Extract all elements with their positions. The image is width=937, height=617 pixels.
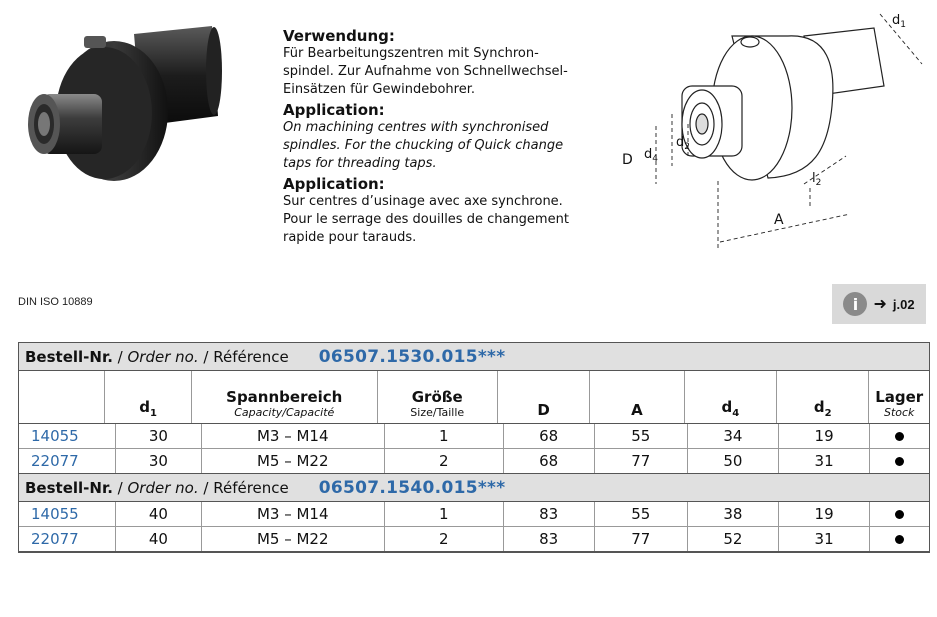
- header-d2: $d_2$: [776, 371, 868, 423]
- text-de: Für Bearbeitungszentren mit Synchron- spindel. Zur Aufnahme von Schnellwechsel- Einsätzen für Gewindebohrer.: [283, 46, 568, 97]
- cell-A: 77: [594, 449, 687, 473]
- order-label-de: Bestell-Nr.: [25, 478, 113, 497]
- cell-size: 1: [384, 502, 503, 526]
- order-number[interactable]: 06507.1530.015***: [318, 346, 506, 367]
- header-capacity: Spannbereich Capacity/Capacité: [191, 371, 377, 423]
- cell-d1: 40: [115, 527, 200, 551]
- technical-drawing: [592, 6, 928, 252]
- drawing-body: [682, 28, 884, 180]
- cell-D: 83: [503, 502, 594, 526]
- cell-d2: 19: [778, 502, 869, 526]
- cell-D: 68: [503, 424, 594, 448]
- cell-capacity: M3 – M14: [201, 424, 384, 448]
- product-photo: [14, 16, 246, 192]
- order-label-fr: Référence: [213, 478, 289, 497]
- cell-A: 77: [594, 527, 687, 551]
- order-number[interactable]: 06507.1540.015***: [318, 477, 506, 498]
- info-reference: j.02: [892, 296, 915, 312]
- table-header: [19, 371, 929, 424]
- order-label-en: Order no.: [127, 347, 199, 366]
- cell-d4: 38: [687, 502, 778, 526]
- heading-en: Application:: [283, 101, 385, 119]
- heading-de: Verwendung:: [283, 27, 395, 45]
- description: [283, 28, 603, 250]
- cell-size: 2: [384, 449, 503, 473]
- header-d4: $d_4$: [684, 371, 776, 423]
- stock-dot-icon: [869, 502, 929, 526]
- label-l2: $l_2$: [812, 171, 822, 188]
- cell-d1: 30: [115, 424, 200, 448]
- order-label-en: Order no.: [127, 478, 199, 497]
- header-code: [19, 371, 104, 423]
- cell-A: 55: [594, 424, 687, 448]
- table-row: [19, 424, 929, 449]
- heading-fr: Application:: [283, 175, 385, 193]
- label-d1: $d_1$: [892, 13, 906, 30]
- order-label-fr: Référence: [213, 347, 289, 366]
- info-icon: i: [843, 292, 867, 316]
- header-stock: Lager Stock: [868, 371, 929, 423]
- cell-A: 55: [594, 502, 687, 526]
- product-table: [18, 342, 930, 553]
- stock-dot-icon: [869, 449, 929, 473]
- label-A: A: [774, 212, 784, 228]
- table-row: [19, 527, 929, 552]
- text-en: On machining centres with synchronised spindles. For the chucking of Quick change taps for threading taps.: [283, 120, 564, 171]
- cell-d2: 31: [778, 449, 869, 473]
- article-code[interactable]: 14055: [31, 427, 79, 445]
- label-D: D: [622, 152, 633, 168]
- info-reference-button[interactable]: [832, 284, 926, 324]
- header-size: Größe Size/Taille: [377, 371, 497, 423]
- header-D: D: [497, 371, 589, 423]
- stock-dot-icon: [869, 424, 929, 448]
- cell-capacity: M3 – M14: [201, 502, 384, 526]
- order-label-de: Bestell-Nr.: [25, 347, 113, 366]
- label-d2: $d_2$: [676, 135, 690, 152]
- cell-d2: 31: [778, 527, 869, 551]
- table-row: [19, 449, 929, 474]
- cell-D: 68: [503, 449, 594, 473]
- cell-size: 2: [384, 527, 503, 551]
- article-code[interactable]: 22077: [31, 530, 79, 548]
- cell-d4: 52: [687, 527, 778, 551]
- cell-capacity: M5 – M22: [201, 527, 384, 551]
- order-row-2: Bestell-Nr. / Order no. / Référence 06507.1540.015***: [19, 474, 929, 502]
- cell-d1: 40: [115, 502, 200, 526]
- label-d4: $d_4$: [644, 147, 658, 164]
- cell-d4: 34: [687, 424, 778, 448]
- stock-dot-icon: [869, 527, 929, 551]
- cell-d1: 30: [115, 449, 200, 473]
- order-row-1: Bestell-Nr. / Order no. / Référence 06507.1530.015***: [19, 343, 929, 371]
- arrow-right-icon: ➜: [873, 296, 887, 313]
- cell-d2: 19: [778, 424, 869, 448]
- cell-capacity: M5 – M22: [201, 449, 384, 473]
- cell-d4: 50: [687, 449, 778, 473]
- article-code[interactable]: 22077: [31, 452, 79, 470]
- standard-label: DIN ISO 10889: [18, 296, 93, 308]
- cell-D: 83: [503, 527, 594, 551]
- header-A: A: [589, 371, 683, 423]
- cell-size: 1: [384, 424, 503, 448]
- article-code[interactable]: 14055: [31, 505, 79, 523]
- table-row: [19, 502, 929, 527]
- header-d1: $d_1$: [104, 371, 190, 423]
- text-fr: Sur centres d’usinage avec axe synchrone. Pour le serrage des douilles de changement rapide pour tarauds.: [283, 194, 569, 245]
